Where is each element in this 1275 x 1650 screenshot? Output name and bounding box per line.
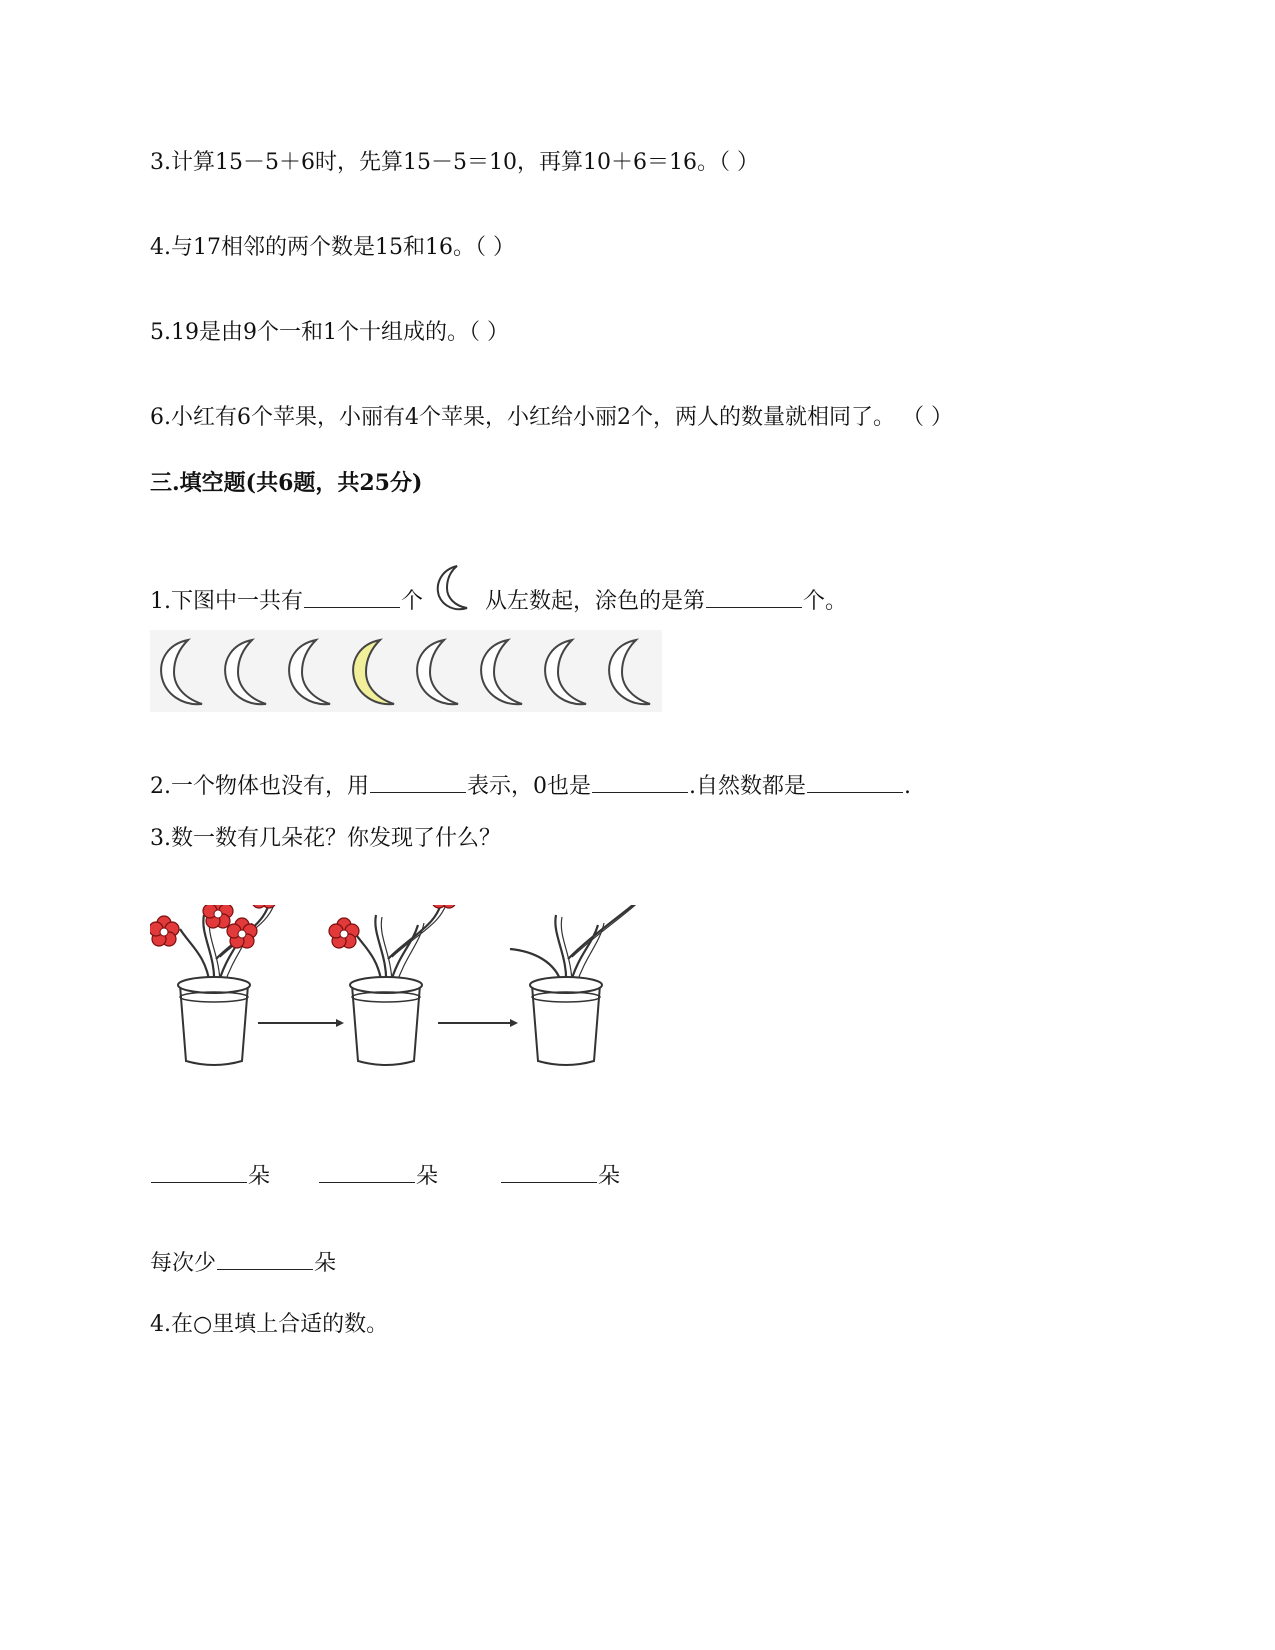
- pot-2-unit: 朵: [416, 1164, 439, 1189]
- fill-q2-text-a: 2.一个物体也没有，用: [150, 774, 369, 799]
- pot-2: [350, 905, 448, 1065]
- decrease-answer: [150, 1247, 336, 1279]
- fill-q1-text-a: 1.下图中一共有: [150, 589, 303, 614]
- decrease-label: 每次少: [150, 1251, 217, 1276]
- fill-question-1: [150, 570, 847, 622]
- moon-2: [225, 640, 266, 704]
- judge-question-5: 5.19是由9个一和1个十组成的。（ ）: [150, 320, 509, 345]
- moon-4-shaded: [353, 640, 394, 704]
- fill-q1-text-d: 个。: [803, 589, 848, 614]
- moon-6: [481, 640, 522, 704]
- pot-1-unit: 朵: [248, 1164, 271, 1189]
- pot-3-blank[interactable]: [501, 1160, 597, 1183]
- judge-question-4: 4.与17相邻的两个数是15和16。（ ）: [150, 235, 515, 260]
- fill-q2-text-d: .: [904, 774, 911, 799]
- fill-q2-text-b: 表示，0也是: [467, 774, 591, 799]
- moon-7: [545, 640, 586, 704]
- fill-q1-text-b: 个: [401, 589, 424, 614]
- decrease-unit: 朵: [314, 1251, 337, 1276]
- moon-row: [150, 630, 662, 712]
- fill-question-3: 3.数一数有几朵花？你发现了什么？: [150, 826, 501, 851]
- fill-q1-text-c: 从左数起，涂色的是第: [485, 589, 706, 614]
- pot-1-answer: [150, 1160, 270, 1192]
- moon-1: [161, 640, 202, 704]
- fill-q2-blank-2[interactable]: [592, 770, 688, 793]
- pot-1-blank[interactable]: [151, 1160, 247, 1183]
- pot-3-answer: [500, 1160, 620, 1192]
- judge-question-6: 6.小红有6个苹果，小丽有4个苹果，小红给小丽2个，两人的数量就相同了。 （ ）: [150, 405, 953, 430]
- pot-2-blank[interactable]: [319, 1160, 415, 1183]
- fill-question-2: [150, 770, 911, 802]
- moon-icon: [429, 562, 479, 614]
- moon-strip: [150, 630, 662, 712]
- flower-pots-illustration: [150, 905, 680, 1105]
- moon-8: [609, 640, 650, 704]
- moon-5: [417, 640, 458, 704]
- decrease-blank[interactable]: [217, 1247, 313, 1270]
- section-heading: 三.填空题(共6题，共25分): [150, 470, 423, 496]
- fill-q1-blank-count[interactable]: [304, 585, 400, 608]
- pot-2-answer: [318, 1160, 438, 1192]
- pot-3: [510, 905, 644, 1065]
- fill-question-4: 4.在○里填上合适的数。: [150, 1312, 389, 1337]
- fill-q1-blank-position[interactable]: [706, 585, 802, 608]
- flower-pots-figure: [150, 905, 680, 1105]
- fill-q2-text-c: .自然数都是: [689, 774, 806, 799]
- moon-3: [289, 640, 330, 704]
- judge-question-3: 3.计算15－5＋6时，先算15－5＝10，再算10＋6＝16。（ ）: [150, 150, 759, 175]
- fill-q2-blank-1[interactable]: [370, 770, 466, 793]
- pot-3-unit: 朵: [598, 1164, 621, 1189]
- fill-q2-blank-3[interactable]: [807, 770, 903, 793]
